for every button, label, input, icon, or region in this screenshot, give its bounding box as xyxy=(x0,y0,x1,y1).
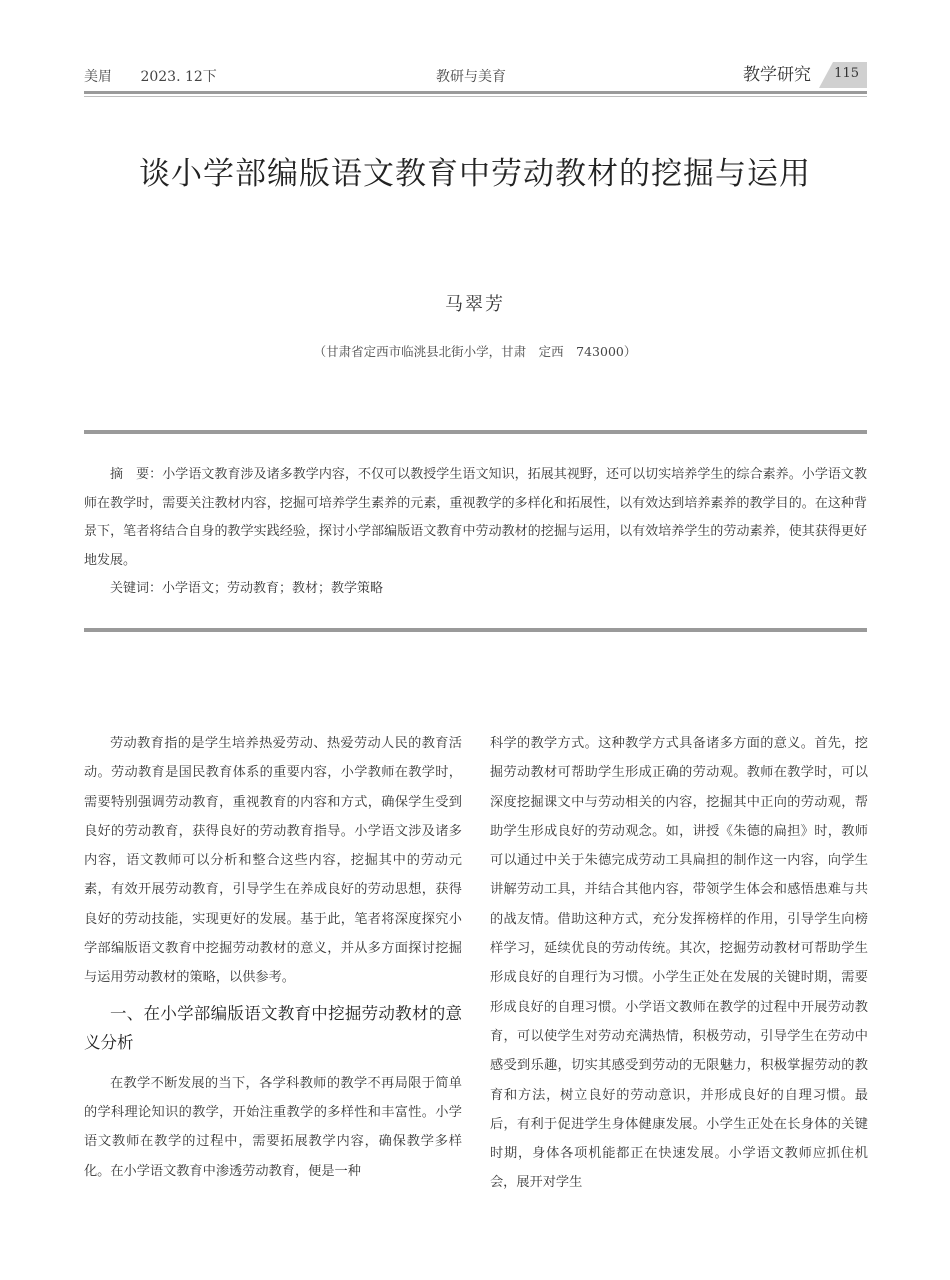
header-rule-thin xyxy=(84,96,867,97)
body-column-left xyxy=(84,729,462,1186)
keywords: 关键词：小学语文；劳动教育；教材；教学策略 xyxy=(110,581,384,596)
page-number-tab xyxy=(819,62,867,88)
article-title: 谈小学部编版语文教育中劳动教材的挖掘与运用 xyxy=(139,156,811,192)
header-section: 教学研究 xyxy=(743,65,811,85)
page-number: 115 xyxy=(834,66,859,81)
abstract-rule-top xyxy=(84,430,867,434)
author-affiliation: （甘肃省定西市临洮县北街小学，甘肃 定西 743000） xyxy=(313,344,637,359)
body-paragraph: 在教学不断发展的当下，各学科教师的教学不再局限于简单的学科理论知识的教学，开始注重教学的多样性和丰富性。小学语文教师在教学的过程中，需要拓展教学内容，确保教学多样化。在小学语文教育中渗透劳动教育，便是一种 xyxy=(84,1075,462,1179)
header-column: 教研与美育 xyxy=(436,69,506,85)
header-left xyxy=(84,66,241,86)
issue-date: 2023. 12下 xyxy=(140,69,217,85)
body-paragraph: 科学的教学方式。这种教学方式具备诸多方面的意义。首先，挖掘劳动教材可帮助学生形成正确的劳动观。教师在教学时，可以深度挖掘课文中与劳动相关的内容，挖掘其中正向的劳动观，帮助学生形成良好的劳动观念。如，讲授《朱德的扁担》时，教师可以通过中关于朱德完成劳动工具扁担的制作这一内容，向学生讲解劳动工具，并结合其他内容，带领学生体会和感悟患难与共的战友情。借助这种方式，充分发挥榜样的作用，引导学生向榜样学习，延续优良的劳动传统。其次，挖掘劳动教材可帮助学生形成良好的自理行为习惯。小学生正处在发展的关键时期，需要形成良好的自理习惯。小学语文教师在教学的过程中开展劳动教育，可以使学生对劳动充满热情，积极劳动，引导学生在劳动中感受到乐趣，切实其感受到劳动的无限魅力，积极掌握劳动的教育和方法，树立良好的劳动意识，并形成良好的自理习惯。最后，有利于促进学生身体健康发展。小学生正处在长身体的关键时期，身体各项机能都正在快速发展。小学语文教师应抓住机会，展开对学生 xyxy=(490,736,868,1191)
body-column-right xyxy=(490,729,868,1198)
abstract: 摘 要：小学语文教育涉及诸多教学内容，不仅可以教授学生语文知识，拓展其视野，还可以切实培养学生的综合素养。小学语文教师在教学时，需要关注教材内容，挖掘可培养学生素养的元素，重视教学的多样化和拓展性，以有效达到培养素养的教学目的。在这种背景下，笔者将结合自身的教学实践经验，探讨小学部编版语文教育中劳动教材的挖掘与运用，以有效培养学生的劳动素养，使其获得更好地发展。 xyxy=(84,467,867,568)
header-rule-thick xyxy=(84,91,867,94)
journal-name: 美眉 xyxy=(84,69,112,85)
body-paragraph: 劳动教育指的是学生培养热爱劳动、热爱劳动人民的教育活动。劳动教育是国民教育体系的重要内容，小学教师在教学时，需要特别强调劳动教育，重视教育的内容和方式，确保学生受到良好的劳动教育，获得良好的劳动教育指导。小学语文涉及诸多内容，语文教师可以分析和整合这些内容，挖掘其中的劳动元素，有效开展劳动教育，引导学生在养成良好的劳动思想，获得良好的劳动技能，实现更好的发展。基于此，笔者将深度探究小学部编版语文教育中挖掘劳动教材的意义，并从多方面探讨挖掘与运用劳动教材的策略，以供参考。 xyxy=(84,736,462,986)
author-name: 马翠芳 xyxy=(445,294,505,315)
section-heading: 一、在小学部编版语文教育中挖掘劳动教材的意义分析 xyxy=(84,1003,462,1052)
abstract-rule-bottom xyxy=(84,628,867,632)
